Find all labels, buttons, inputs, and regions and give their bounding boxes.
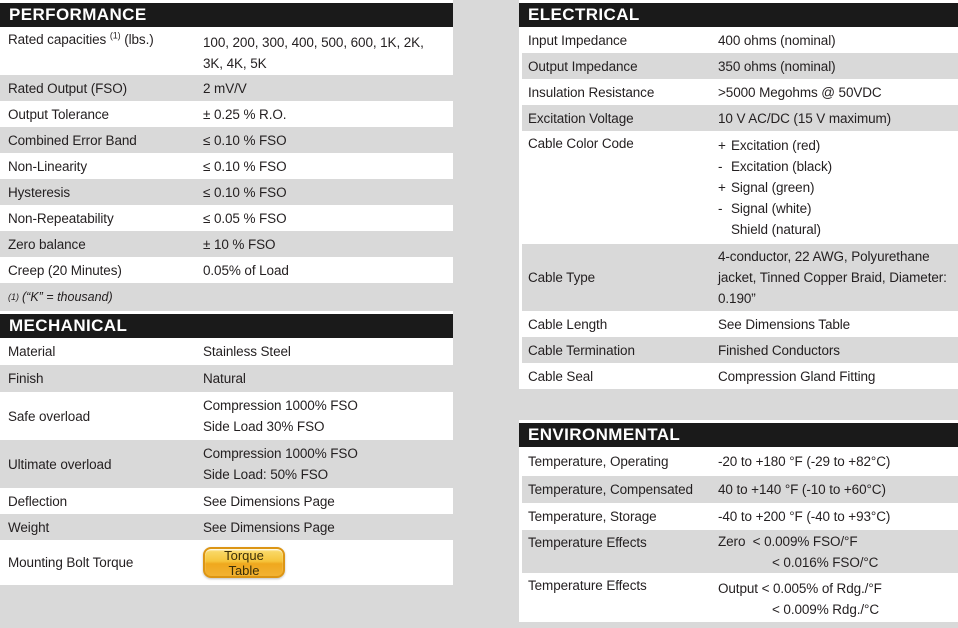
row-label: Combined Error Band bbox=[8, 132, 137, 148]
row-label: Excitation Voltage bbox=[528, 110, 634, 126]
row-label: Rated Output (FSO) bbox=[8, 80, 127, 96]
table-row bbox=[522, 27, 958, 53]
row-value: 350 ohms (nominal) bbox=[718, 58, 836, 74]
row-value: + Excitation (red) - Excitation (black) + Signal (green) - Signal (white) Shield (natural) bbox=[718, 138, 832, 237]
row-label: Finish bbox=[8, 371, 44, 386]
row-value: See Dimensions Page bbox=[203, 519, 335, 535]
row-label: Output Impedance bbox=[528, 58, 638, 74]
row-label: Non-Repeatability bbox=[8, 210, 114, 226]
table-row bbox=[0, 205, 453, 231]
section-header-performance bbox=[0, 0, 453, 27]
row-value: 100, 200, 300, 400, 500, 600, 1K, 2K, 3K, 4K, 5K bbox=[203, 35, 424, 71]
row-value: >5000 Megohms @ 50VDC bbox=[718, 84, 882, 100]
footnote-marker: (1) bbox=[109, 30, 121, 41]
row-value: ≤ 0.10 % FSO bbox=[203, 184, 287, 200]
performance-table bbox=[0, 27, 453, 311]
table-row bbox=[0, 488, 453, 514]
section-title: MECHANICAL bbox=[9, 316, 128, 335]
row-label: Mounting Bolt Torque bbox=[8, 555, 134, 570]
left-column bbox=[0, 0, 453, 585]
row-label: Cable Seal bbox=[528, 368, 594, 384]
row-value: 40 to +140 °F (-10 to +60°C) bbox=[718, 482, 886, 497]
table-row bbox=[0, 365, 453, 392]
row-value: Output < 0.005% of Rdg./°F < 0.009% Rdg./°C bbox=[718, 581, 882, 617]
row-label: Insulation Resistance bbox=[528, 84, 655, 100]
table-row bbox=[0, 101, 453, 127]
table-row bbox=[0, 153, 453, 179]
row-value: Compression 1000% FSO Side Load: 50% FSO bbox=[203, 446, 358, 482]
row-label: Temperature Effects bbox=[528, 578, 647, 593]
table-row bbox=[0, 540, 453, 585]
row-label: Deflection bbox=[8, 493, 68, 509]
row-value: ≤ 0.05 % FSO bbox=[203, 210, 287, 226]
table-row bbox=[522, 337, 958, 363]
section-header-mechanical bbox=[0, 311, 453, 338]
row-value: -20 to +180 °F (-29 to +82°C) bbox=[718, 454, 891, 469]
row-value: Zero < 0.009% FSO/°F < 0.016% FSO/°C bbox=[718, 534, 879, 570]
table-row bbox=[0, 338, 453, 365]
row-label: Weight bbox=[8, 519, 50, 535]
row-label: Cable Type bbox=[528, 270, 596, 285]
footnote: (1) (“K” = thousand) bbox=[0, 283, 453, 311]
section-header-electrical bbox=[519, 0, 958, 27]
environmental-table bbox=[519, 447, 958, 622]
row-value: Stainless Steel bbox=[203, 344, 291, 359]
row-value: ± 0.25 % R.O. bbox=[203, 106, 287, 122]
right-column bbox=[519, 0, 958, 622]
row-value: ± 10 % FSO bbox=[203, 236, 276, 252]
table-row bbox=[522, 363, 958, 389]
row-value: -40 to +200 °F (-40 to +93°C) bbox=[718, 509, 891, 524]
table-row bbox=[522, 244, 958, 311]
row-label: Temperature Effects bbox=[528, 535, 647, 550]
row-value: 0.05% of Load bbox=[203, 262, 289, 278]
table-row bbox=[522, 53, 958, 79]
mechanical-table bbox=[0, 338, 453, 585]
row-label: Output Tolerance bbox=[8, 106, 109, 122]
section-title: PERFORMANCE bbox=[9, 5, 147, 24]
row-label: Creep (20 Minutes) bbox=[8, 262, 122, 278]
table-row bbox=[522, 530, 958, 573]
row-label: Material bbox=[8, 344, 56, 359]
table-row bbox=[522, 79, 958, 105]
row-value: ≤ 0.10 % FSO bbox=[203, 158, 287, 174]
table-row bbox=[0, 27, 453, 75]
table-row bbox=[0, 231, 453, 257]
table-row bbox=[522, 476, 958, 503]
table-row bbox=[0, 440, 453, 488]
table-row bbox=[0, 392, 453, 440]
row-value: See Dimensions Table bbox=[718, 316, 851, 332]
row-value: Compression Gland Fitting bbox=[718, 368, 876, 384]
row-value: Natural bbox=[203, 371, 246, 386]
table-row bbox=[0, 179, 453, 205]
section-title: ELECTRICAL bbox=[528, 5, 640, 24]
row-value: Compression 1000% FSO Side Load 30% FSO bbox=[203, 398, 358, 434]
row-value: Finished Conductors bbox=[718, 342, 840, 358]
row-value: 400 ohms (nominal) bbox=[718, 32, 836, 48]
table-row bbox=[0, 75, 453, 101]
row-value bbox=[203, 540, 453, 585]
row-label: Temperature, Compensated bbox=[528, 482, 693, 497]
row-label: Non-Linearity bbox=[8, 158, 87, 174]
row-label: Rated capacities $^{(1)}$ (lbs.) bbox=[8, 30, 154, 47]
electrical-table bbox=[519, 27, 958, 389]
row-label: Ultimate overload bbox=[8, 456, 112, 472]
row-label: Temperature, Operating bbox=[528, 454, 669, 469]
table-row bbox=[522, 573, 958, 622]
table-row bbox=[522, 447, 958, 476]
torque-table-button[interactable]: Torque Table bbox=[203, 547, 285, 578]
row-value: ≤ 0.10 % FSO bbox=[203, 132, 287, 148]
row-value: 4-conductor, 22 AWG, Polyurethane jacket, Tinned Copper Braid, Diameter: 0.190” bbox=[718, 249, 947, 306]
table-row bbox=[522, 105, 958, 131]
table-row bbox=[0, 257, 453, 283]
table-row bbox=[522, 503, 958, 530]
table-row bbox=[0, 514, 453, 540]
row-label: Safe overload bbox=[8, 408, 91, 424]
row-label: Cable Color Code bbox=[528, 136, 634, 151]
section-gap bbox=[519, 389, 958, 420]
row-label: Input Impedance bbox=[528, 32, 628, 48]
table-row bbox=[522, 131, 958, 244]
row-label: Temperature, Storage bbox=[528, 509, 657, 524]
row-label: Cable Termination bbox=[528, 342, 635, 358]
table-row bbox=[522, 311, 958, 337]
table-row bbox=[0, 127, 453, 153]
row-label: Hysteresis bbox=[8, 184, 71, 200]
section-header-environmental bbox=[519, 420, 958, 447]
row-label: Cable Length bbox=[528, 316, 608, 332]
row-value: See Dimensions Page bbox=[203, 493, 335, 509]
row-label: Zero balance bbox=[8, 236, 86, 252]
row-value: 2 mV/V bbox=[203, 80, 247, 96]
row-value: 10 V AC/DC (15 V maximum) bbox=[718, 110, 892, 126]
section-title: ENVIRONMENTAL bbox=[528, 425, 681, 444]
